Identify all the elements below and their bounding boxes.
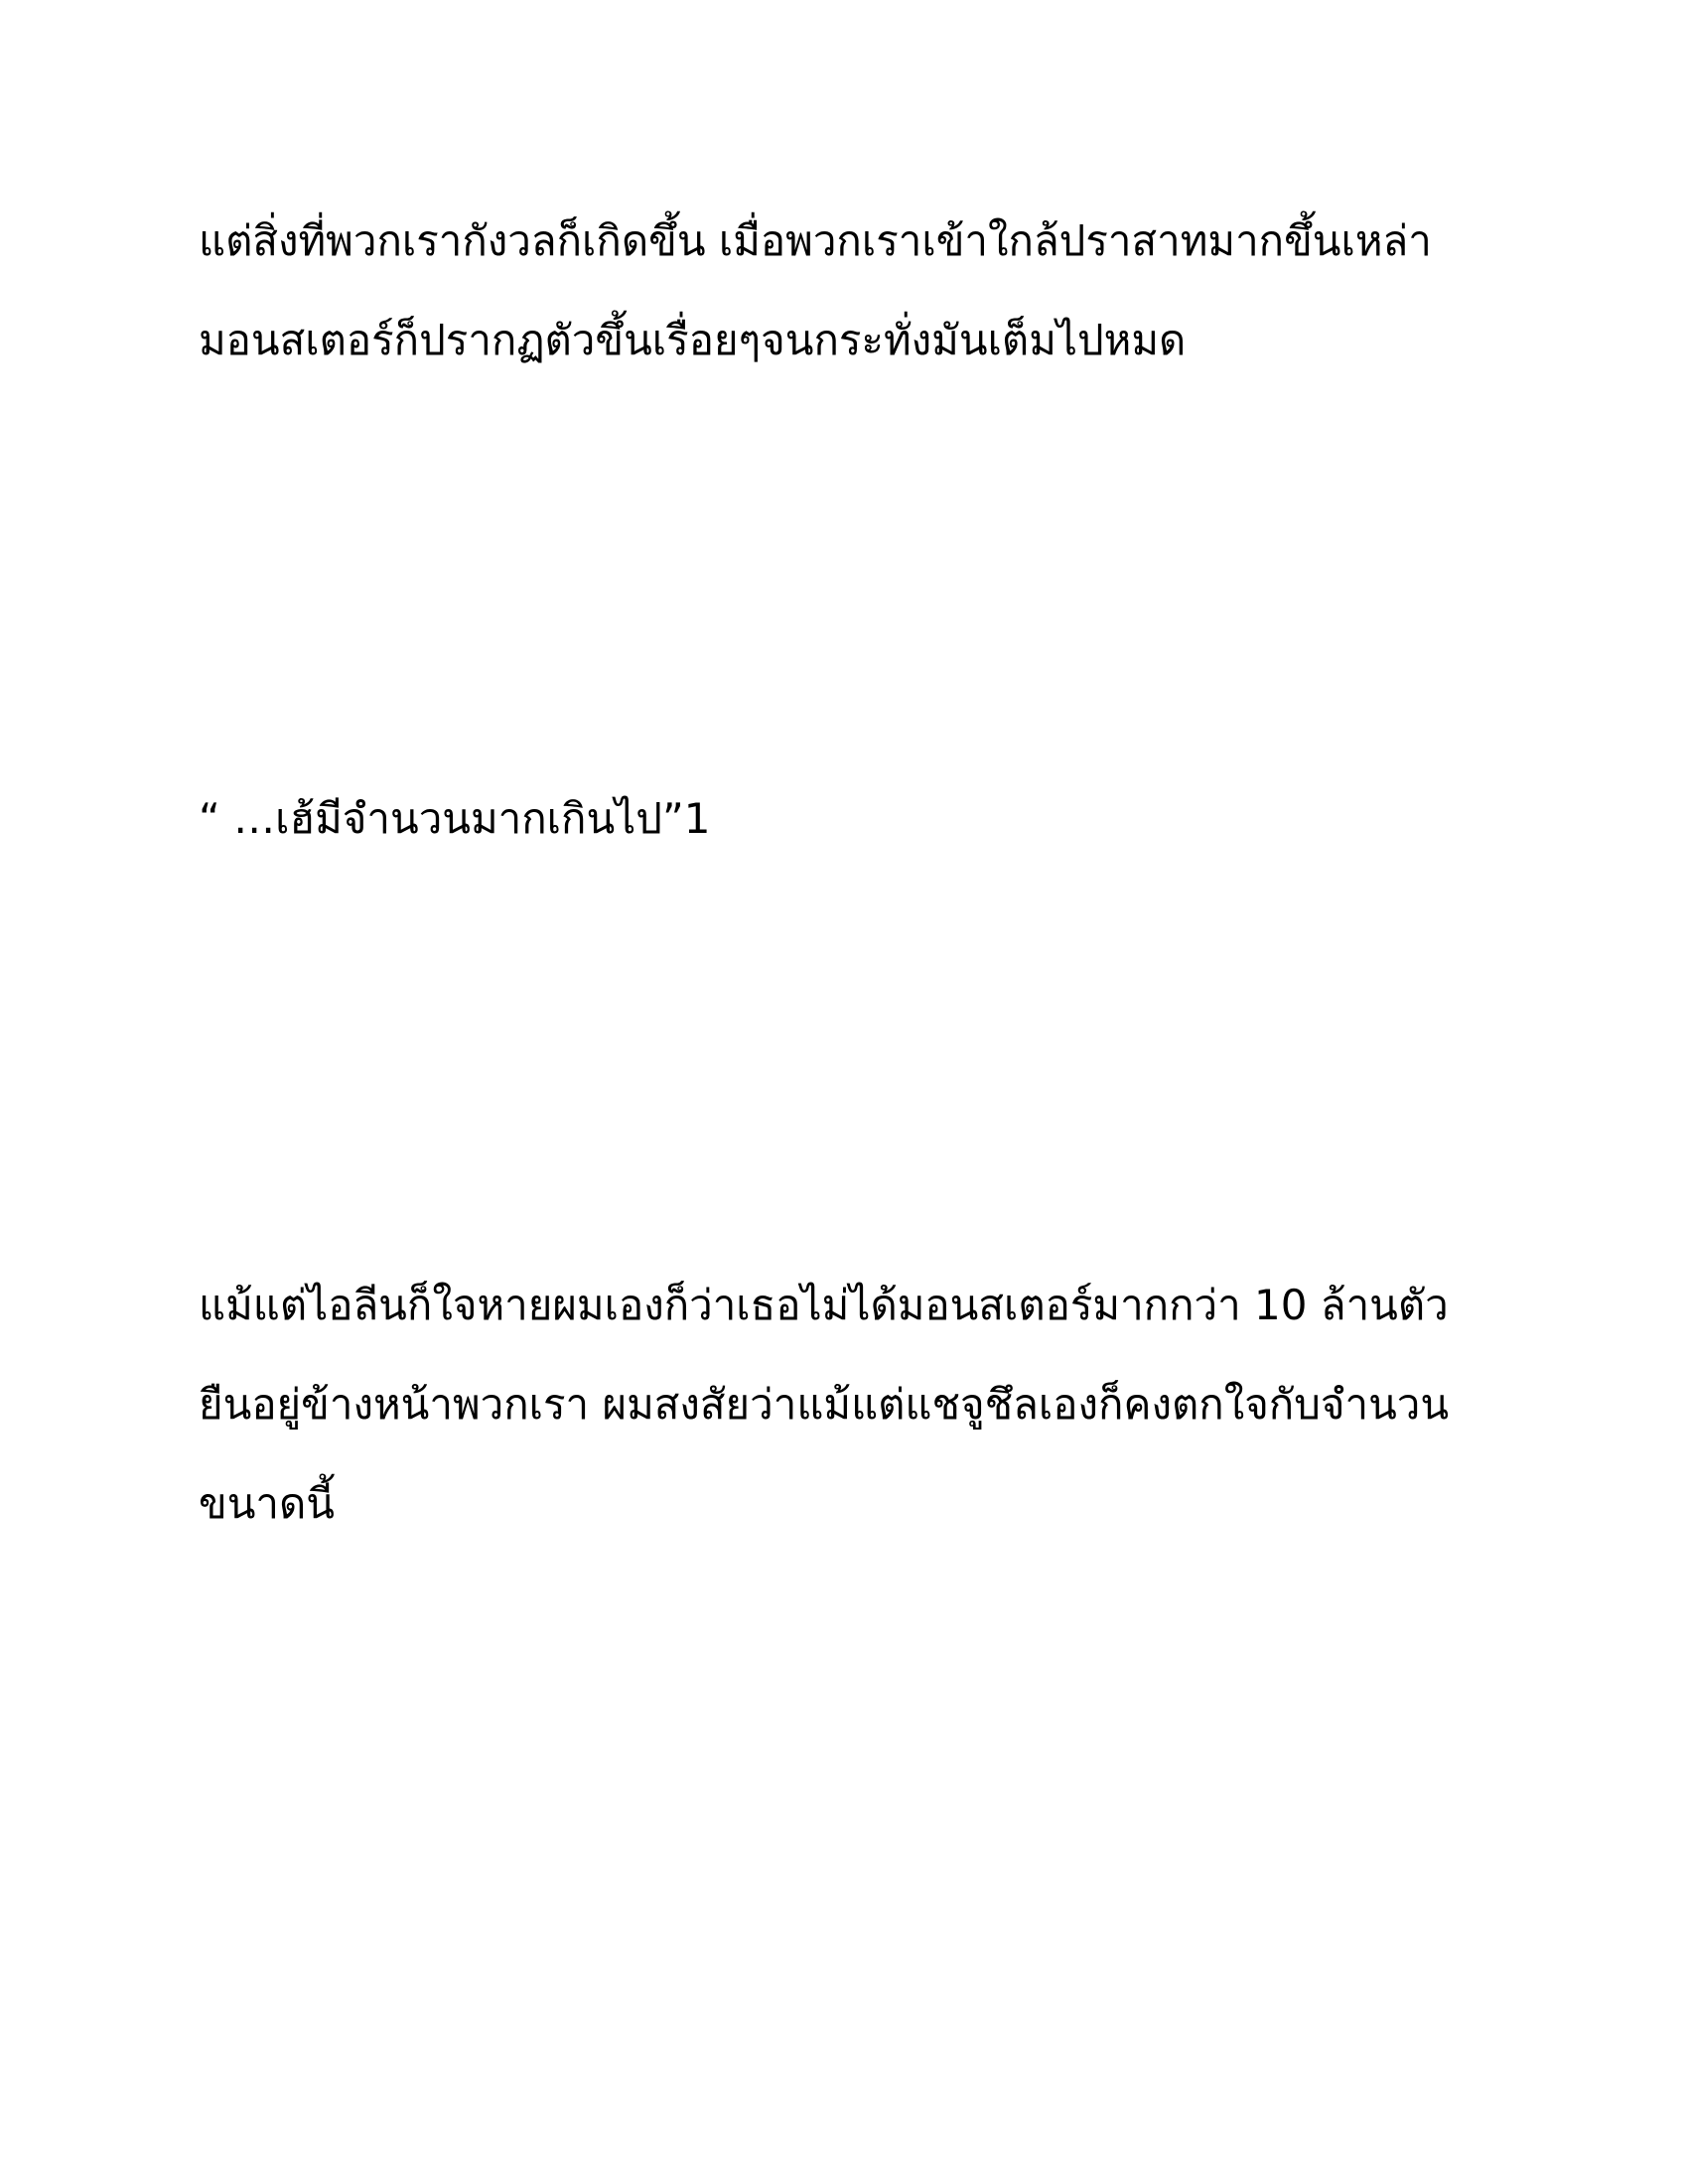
paragraph-dialogue: [199, 769, 1489, 869]
text-line: แต่สิ่งที่พวกเรากังวลก็เกิดขึ้น เมื่อพวกเราเข้าใกล้ปราสาทมากขึ้นเหล่า: [199, 216, 1432, 265]
text-line: ยืนอยู่ข้างหน้าพวกเรา ผมสงสัยว่าแม้แต่แชจูชึลเองก็คงตกใจกับจำนวน: [199, 1380, 1450, 1429]
paragraph-monsters-appear: [199, 192, 1489, 390]
text-line: มอนสเตอร์ก็ปรากฏตัวขึ้นเรื่อยๆจนกระทั่งมันเต็มไปหมด: [199, 316, 1187, 364]
dialogue-line: “ …เฮ้มีจำนวนมากเกินไป”1: [199, 794, 711, 843]
paragraph-ten-million-monsters: [199, 1256, 1489, 1554]
text-line: แม้แต่ไอลีนก็ใจหายผมเองก็ว่าเธอไม่ได้มอนสเตอร์มากกว่า 10 ล้านตัว: [199, 1281, 1449, 1329]
text-line: ขนาดนี้: [199, 1479, 335, 1528]
